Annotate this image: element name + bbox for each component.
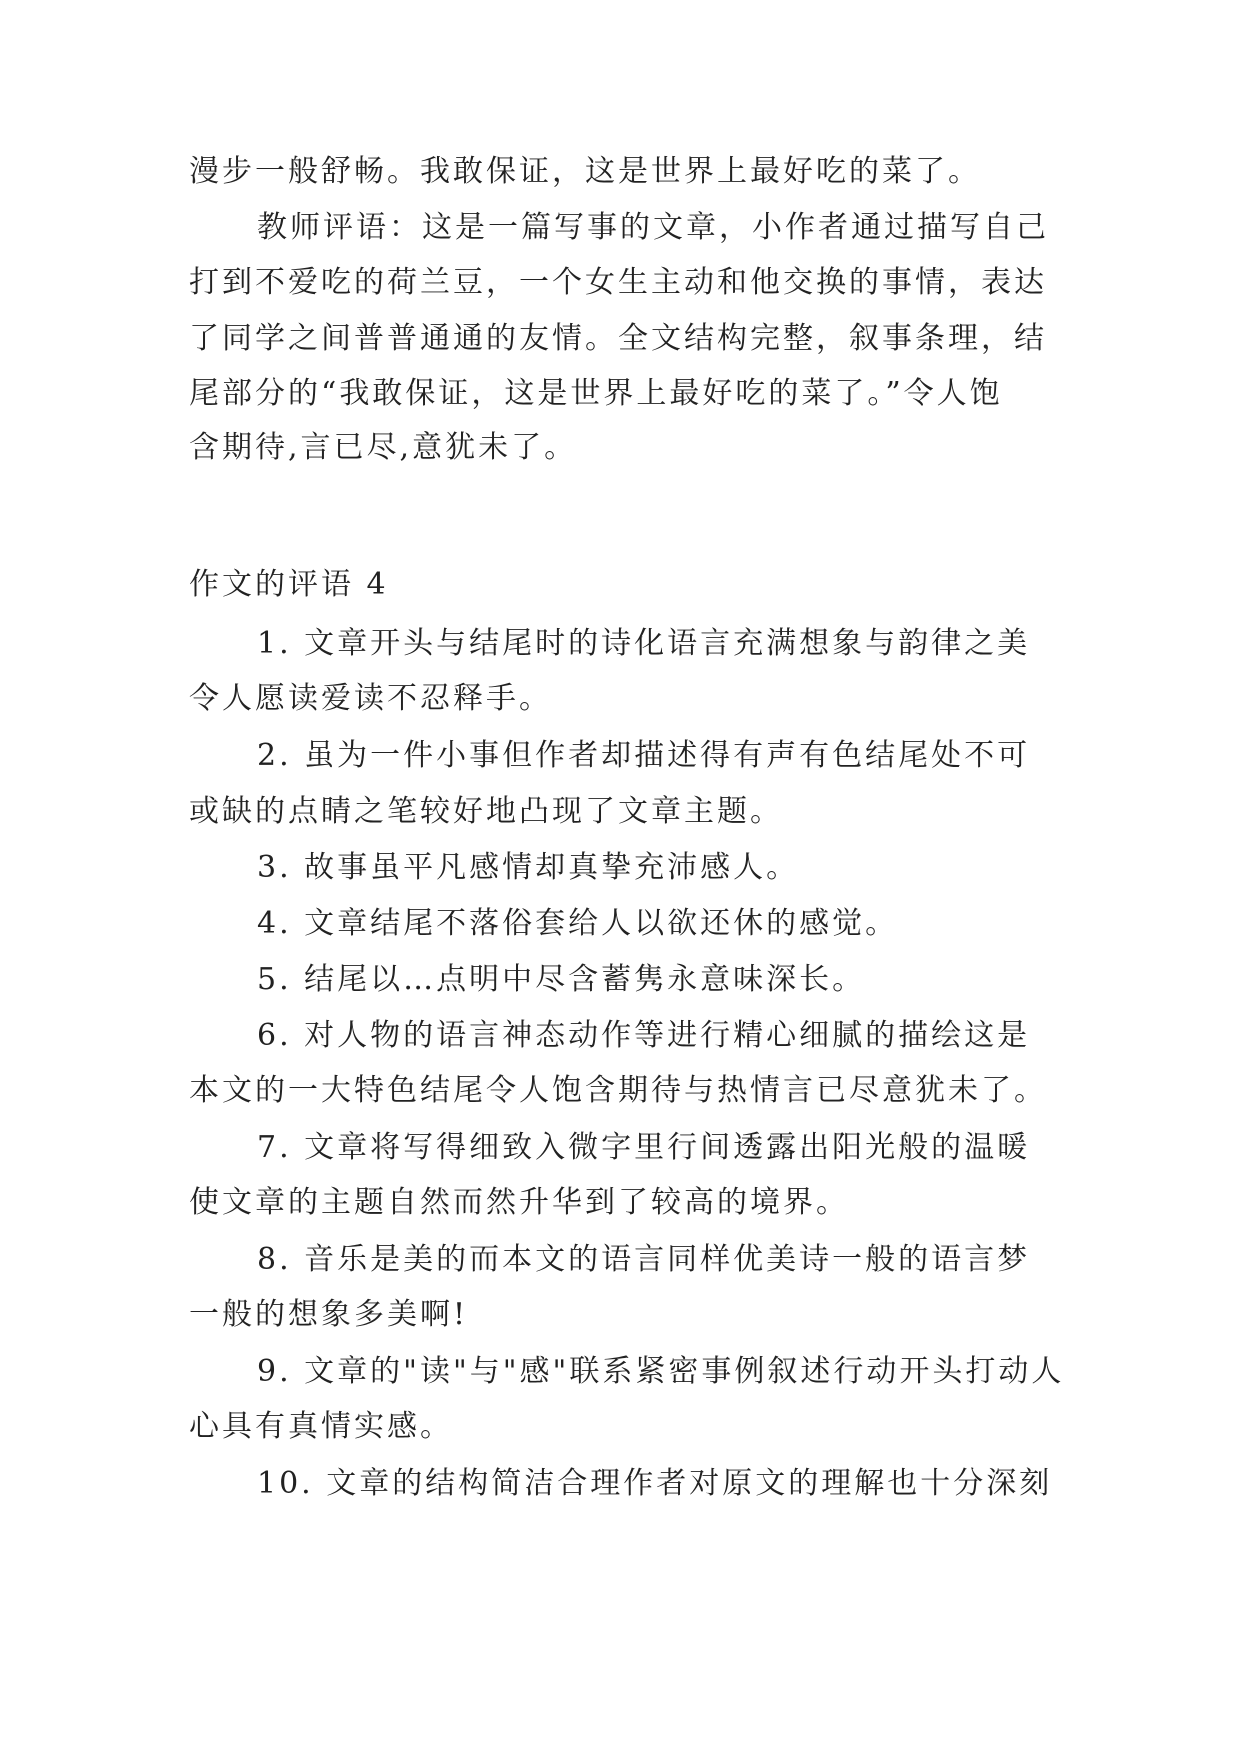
list-item-7-line-2: 使文章的主题自然而然升华到了较高的境界。 [189,1185,849,1220]
list-item-1-line-1: 1. 文章开头与结尾时的诗化语言充满想象与韵律之美 [257,626,1031,661]
list-item-2-line-2: 或缺的点睛之笔较好地凸现了文章主题。 [189,794,783,829]
list-item-6-line-2: 本文的一大特色结尾令人饱含期待与热情言已尽意犹未了。 [189,1073,1047,1108]
teacher-comment-line-2: 打到不爱吃的荷兰豆，一个女生主动和他交换的事情，表达 [189,265,1047,300]
teacher-comment-line-5: 含期待,言已尽,意犹未了。 [189,430,578,465]
paragraph-1-line-1: 漫步一般舒畅。我敢保证，这是世界上最好吃的菜了。 [189,154,981,189]
teacher-comment-line-4: 尾部分的“我敢保证，这是世界上最好吃的菜了。”令人饱 [189,376,1003,411]
list-item-1-line-2: 令人愿读爱读不忍释手。 [189,681,552,716]
list-item-8-line-1: 8. 音乐是美的而本文的语言同样优美诗一般的语言梦 [257,1242,1031,1277]
list-item-5: 5. 结尾以…点明中尽含蓄隽永意味深长。 [257,962,866,997]
list-item-8-line-2: 一般的想象多美啊! [189,1297,469,1332]
list-item-2-line-1: 2. 虽为一件小事但作者却描述得有声有色结尾处不可 [257,738,1031,773]
teacher-comment-line-1: 教师评语：这是一篇写事的文章，小作者通过描写自己 [257,210,1049,245]
list-item-10-line-1: 10. 文章的结构简洁合理作者对原文的理解也十分深刻 [257,1466,1053,1501]
list-item-9-line-2: 心具有真情实感。 [189,1409,453,1444]
list-item-7-line-1: 7. 文章将写得细致入微字里行间透露出阳光般的温暖 [257,1130,1031,1165]
section-heading: 作文的评语 4 [189,567,389,602]
list-item-9-line-1: 9. 文章的"读"与"感"联系紧密事例叙述行动开头打动人 [257,1354,1065,1389]
list-item-4: 4. 文章结尾不落俗套给人以欲还休的感觉。 [257,906,899,941]
teacher-comment-line-3: 了同学之间普普通通的友情。全文结构完整，叙事条理，结 [189,321,1047,356]
list-item-6-line-1: 6. 对人物的语言神态动作等进行精心细腻的描绘这是 [257,1018,1031,1053]
list-item-3: 3. 故事虽平凡感情却真挚充沛感人。 [257,850,800,885]
